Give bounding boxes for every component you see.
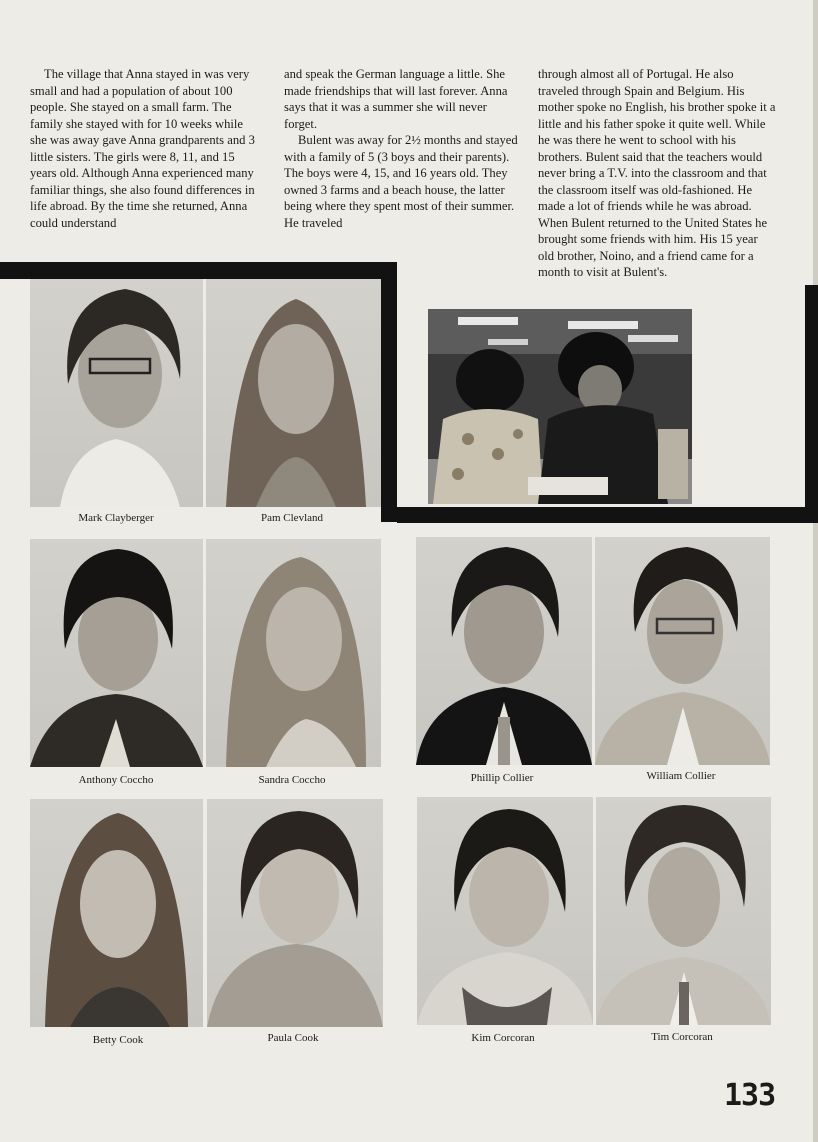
portrait-image bbox=[30, 279, 203, 507]
frame-bar-right bbox=[381, 262, 397, 522]
frame-bar-edge bbox=[805, 285, 818, 523]
frame-bar-bottom bbox=[397, 507, 818, 523]
portrait-image bbox=[596, 797, 771, 1025]
article-paragraph: through almost all of Portugal. He also traveled through Spain and Belgium. His mother spoke no English, his brother spoke it a little and his father spoke it quite well. While he was there he went to school with his brothers. Bulent said that the teachers would never bring a T.V. into the classroom and that the classroom itself was old-fashioned. He made a lot of friends while he was abroad. When Bulent returned to the United States he brought some friends with him. His 15 year old brother, Noino, and a friend came for a month to visit at Bulent's. bbox=[538, 67, 776, 279]
portrait-image bbox=[30, 539, 203, 767]
portrait-photo bbox=[206, 539, 381, 767]
portrait-image bbox=[207, 799, 383, 1027]
portrait-photo bbox=[30, 539, 203, 767]
portrait-caption: Kim Corcoran bbox=[471, 1032, 535, 1044]
portrait-photo bbox=[206, 279, 381, 507]
portrait-photo bbox=[416, 537, 592, 765]
article-column-2 bbox=[284, 66, 520, 231]
article-paragraph: Bulent was away for 2½ months and stayed with a family of 5 (3 boys and their parents). The boys were 4, 15, and 16 years old. They owned 3 farms and a beach house, the latter being where they spent most of their summer. He traveled bbox=[284, 133, 518, 230]
portrait-photo bbox=[30, 799, 203, 1027]
portrait-image bbox=[417, 797, 593, 1025]
article-column-3 bbox=[538, 66, 776, 281]
portrait-image bbox=[30, 799, 203, 1027]
portrait-caption: Tim Corcoran bbox=[651, 1031, 713, 1043]
portrait-caption: Sandra Coccho bbox=[258, 774, 326, 786]
portrait-photo bbox=[30, 279, 203, 507]
portrait-caption: Paula Cook bbox=[267, 1032, 319, 1044]
portrait-image bbox=[206, 279, 381, 507]
portrait-image bbox=[206, 539, 381, 767]
portrait-image bbox=[595, 537, 770, 765]
candid-photo-image bbox=[428, 309, 692, 504]
page-edge bbox=[813, 0, 818, 1142]
portrait-caption: Phillip Collier bbox=[470, 772, 534, 784]
portrait-photo bbox=[596, 797, 771, 1025]
page-number: 133 bbox=[724, 1078, 776, 1113]
article-column-1 bbox=[30, 66, 260, 231]
article-paragraph: and speak the German language a little. She made friendships that will last forever. Anna says that it was a summer she will never forget. bbox=[284, 67, 508, 131]
portrait-caption: Betty Cook bbox=[92, 1034, 144, 1046]
candid-photo-library bbox=[428, 309, 692, 504]
portrait-photo bbox=[207, 799, 383, 1027]
portrait-caption: Pam Clevland bbox=[260, 512, 324, 524]
portrait-caption: Anthony Coccho bbox=[78, 774, 154, 786]
portrait-photo bbox=[595, 537, 770, 765]
portrait-image bbox=[416, 537, 592, 765]
portrait-photo bbox=[417, 797, 593, 1025]
portrait-caption: William Collier bbox=[646, 770, 716, 782]
article-paragraph: The village that Anna stayed in was very small and had a population of about 100 people. She stayed on a small farm. The family she stayed with for 10 weeks while she was away gave Anna grandparents and 3 little sisters. The girls were 8, 11, and 15 years old. Although Anna experienced many familiar things, she also found differences in life abroad. By the time she returned, Anna could understand bbox=[30, 67, 255, 230]
portrait-caption: Mark Clayberger bbox=[78, 512, 154, 524]
frame-bar-top bbox=[0, 262, 397, 279]
